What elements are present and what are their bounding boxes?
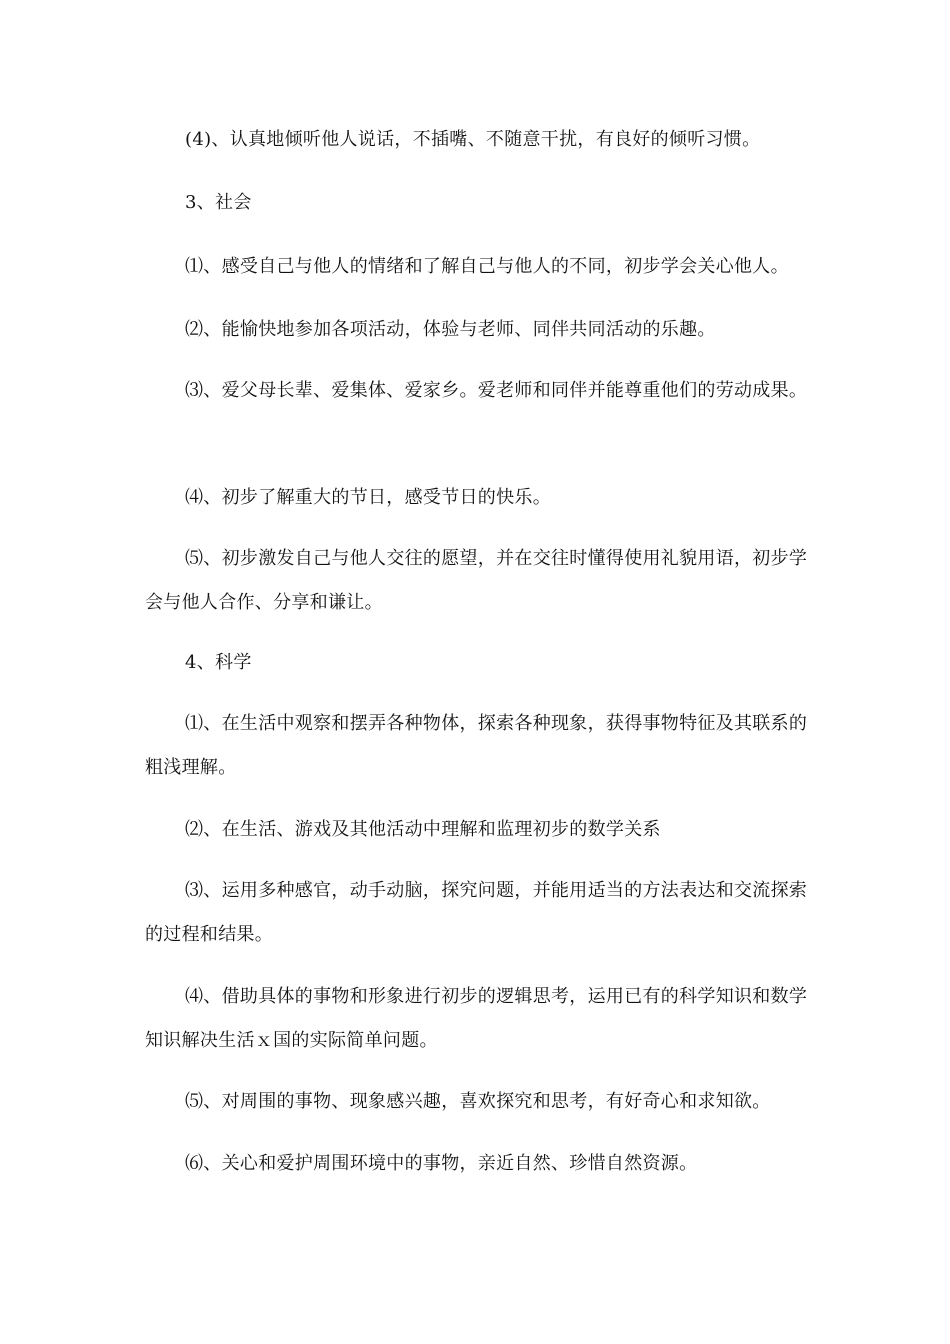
paragraph-science-3: ⑶、运用多种感官，动手动脑，探究问题，并能用适当的方法表达和交流探索的过程和结果。 (145, 880, 808, 945)
paragraph-science-5: ⑸、对周围的事物、现象感兴趣，喜欢探究和思考，有好奇心和求知欲。 (185, 1091, 771, 1112)
paragraph-science-2: ⑵、在生活、游戏及其他活动中理解和监理初步的数学关系 (185, 819, 661, 840)
paragraph-science-1: ⑴、在生活中观察和摆弄各种物体，探索各种现象，获得事物特征及其联系的粗浅理解。 (145, 713, 808, 778)
paragraph-science-4: ⑷、借助具体的事物和形象进行初步的逻辑思考，运用已有的科学知识和数学知识解决生活ｘ国的实际简单问题。 (145, 986, 808, 1051)
paragraph-society-5: ⑸、初步激发自己与他人交往的愿望，并在交往时懂得使用礼貌用语，初步学会与他人合作、分享和谦让。 (145, 548, 808, 613)
paragraph-society-1: ⑴、感受自己与他人的情绪和了解自己与他人的不同，初步学会关心他人。 (185, 256, 789, 277)
paragraph-science-6: ⑹、关心和爱护周围环境中的事物，亲近自然、珍惜自然资源。 (185, 1153, 698, 1174)
paragraph-listening-habit: (4)、认真地倾听他人说话，不插嘴、不随意干扰，有良好的倾听习惯。 (185, 129, 761, 150)
paragraph-society-2: ⑵、能愉快地参加各项活动，体验与老师、同伴共同活动的乐趣。 (185, 319, 716, 340)
section-heading-science: 4、科学 (185, 652, 252, 673)
section-heading-society: 3、社会 (185, 192, 252, 213)
paragraph-society-4: ⑷、初步了解重大的节日，感受节日的快乐。 (185, 487, 551, 508)
paragraph-society-3: ⑶、爱父母长辈、爱集体、爱家乡。爱老师和同伴并能尊重他们的劳动成果。 (185, 380, 808, 401)
